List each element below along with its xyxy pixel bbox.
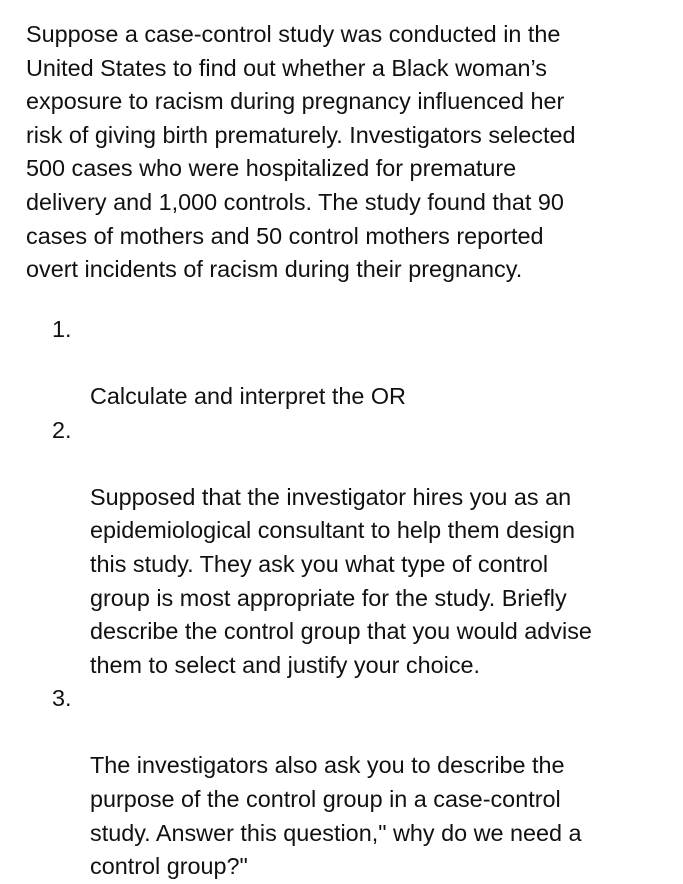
question-list bbox=[26, 313, 666, 884]
question-item-3 bbox=[26, 682, 666, 884]
document-body bbox=[26, 18, 666, 884]
question-text: The investigators also ask you to describe the purpose of the control group in a case-control study. Answer this question," why do we need a control group?" bbox=[90, 752, 582, 880]
question-number: 3. bbox=[52, 685, 72, 712]
question-item-1 bbox=[26, 313, 666, 414]
question-text: Supposed that the investigator hires you as an epidemiological consultant to help them design this study. They ask you what type of control group is most appropriate for the study. Briefly describe the control group that you would advise them to select and justify your choice. bbox=[90, 483, 592, 678]
question-number: 2. bbox=[52, 416, 72, 443]
question-text: Calculate and interpret the OR bbox=[90, 382, 406, 409]
question-item-2 bbox=[26, 414, 666, 683]
intro-paragraph: Suppose a case-control study was conducted in the United States to find out whether a Black woman’s exposure to racism during pregnancy influenced her risk of giving birth prematurely. Investigators selected 500 cases who were hospitalized for premature delivery and 1,000 controls. The study found that 90 cases of mothers and 50 control mothers reported overt incidents of racism during their pregnancy. bbox=[26, 21, 576, 283]
question-number: 1. bbox=[52, 315, 72, 342]
